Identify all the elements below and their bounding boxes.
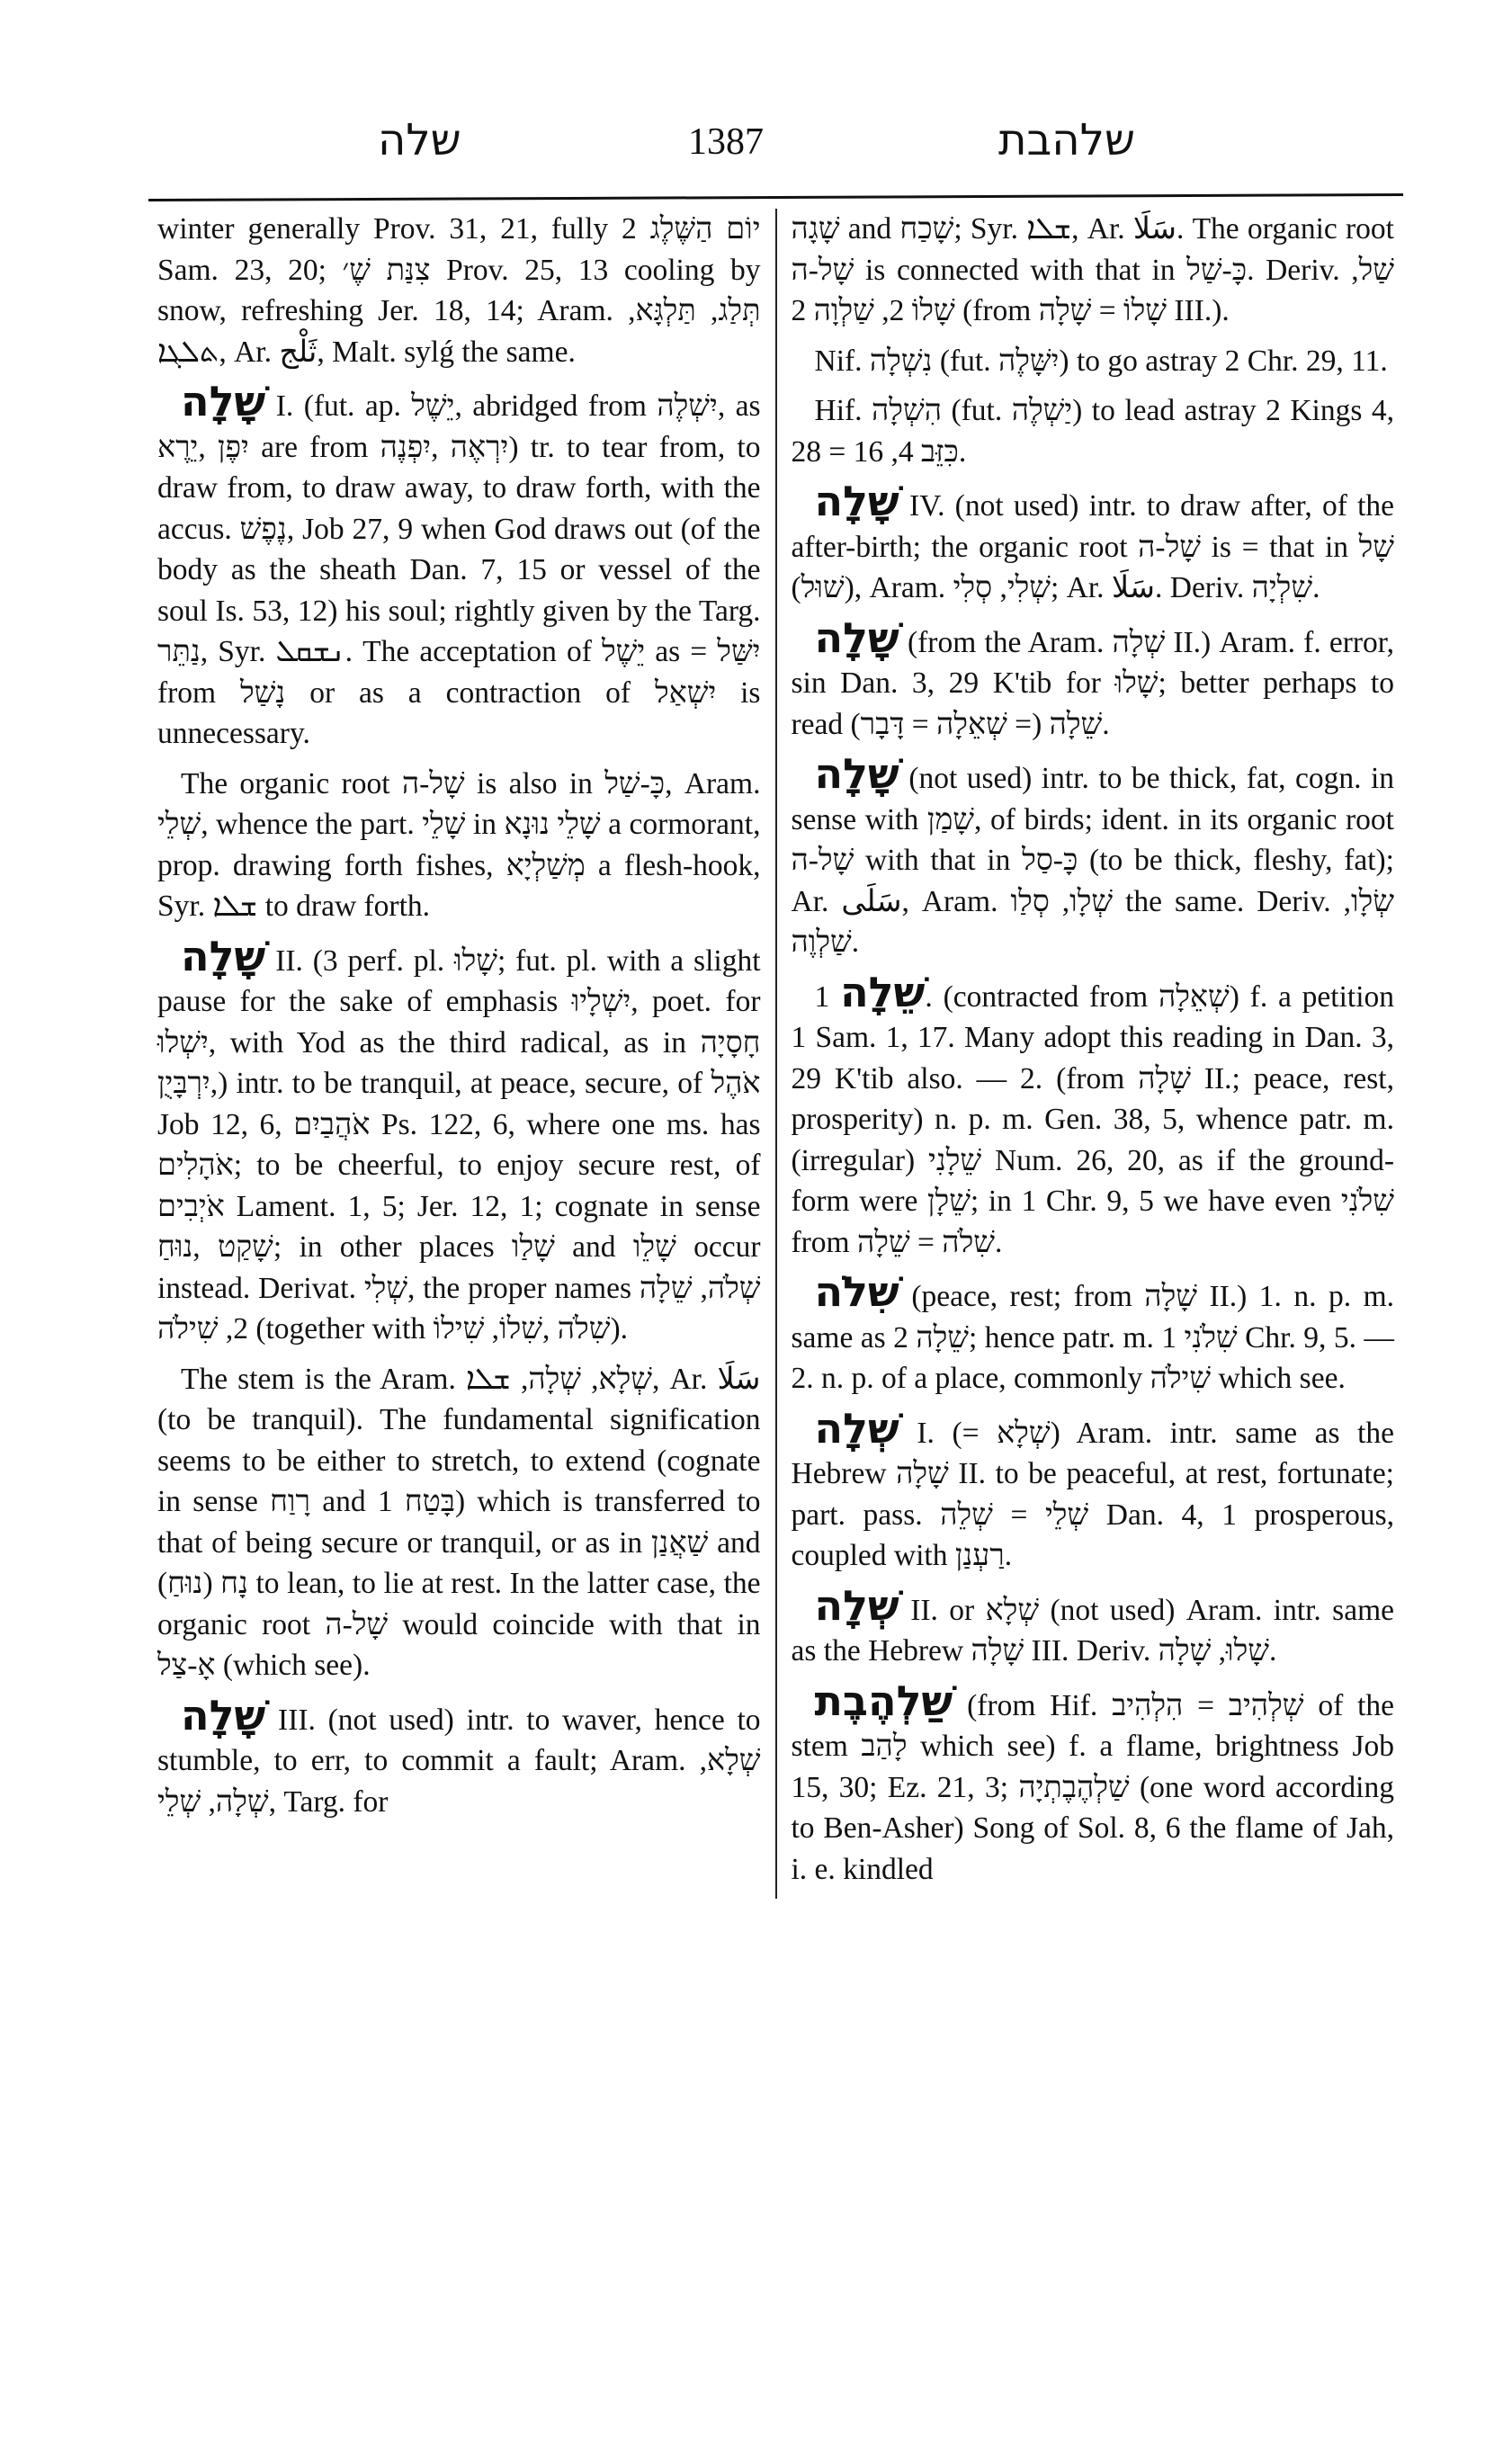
right-column	[775, 209, 1395, 1899]
entry-lemma: שָׁלָה	[181, 1690, 266, 1739]
entry-lemma: שִׁלֹה	[814, 1267, 899, 1316]
entry-lemma: שָׁלָה	[814, 749, 899, 798]
entry-shiloh-name	[791, 1267, 1395, 1399]
header-right-word: שלהבת	[998, 115, 1135, 165]
entry-lemma: שֵׁלָה	[840, 967, 926, 1016]
entry-lemma: שְׁלָה	[814, 1403, 899, 1453]
entry-lemma: שָׁלָה	[814, 477, 899, 525]
entry-text: The stem is the Aram. שְׁלָא, שְׁלָה, ܫܠܐ, Ar. سَلَا (to be tranquil). The fundamental signification seems to be either to stretch, to extend (cognate in sense רָוַח and בָּטַח 1) which is transferred to that of being secure or tranquil, or as in שַׁאֲנַן and נָח (נוּחַ) to lean, to lie at rest. In the latter case, the organic root שָׁל-ה would coincide with that in אָ-צַל (which see).	[157, 1362, 761, 1682]
entry-text: (from the Aram. שְׁלָה II.) Aram. f. error, sin Dan. 3, 29 K'tib for שָׁלוּ; better perhaps to read שֵׁלָה (= שְׁאֵלָה = דָּבָר).	[791, 625, 1394, 741]
entry-text: II. or שְׁלָא (not used) Aram. intr. same as the Hebrew שָׁלָה III. Deriv. שָׁלוּ, שָׁלָה.	[791, 1593, 1395, 1668]
entry-shelah-aram-II	[791, 1580, 1395, 1672]
entry-lemma: שָׁלָה	[181, 931, 266, 980]
entry-shalah-III	[157, 1690, 761, 1823]
entry-lemma: שָׁלָה	[814, 612, 899, 662]
left-column	[157, 209, 775, 1899]
entry-text: 1. (contracted from שְׁאֵלָה) f. a petition 1 Sam. 1, 17. Many adopt this reading in Dan. 3, 29 K'tib also. — 2. (from שָׁלָה II.; peace, rest, prosperity) n. p. m. Gen. 38, 5, whence patr. m. (irregular) שֵׁלָנִי Num. 26, 20, as if the ground-form were שֵׁלָן; in 1 Chr. 9, 5 we have even שִׁלֹנִי from שִׁלֹה = שֵׁלָה.	[791, 979, 1395, 1259]
entry-hif	[792, 390, 1395, 472]
entry-text: (peace, rest; from שָׁלָה II.) 1. n. p. m. same as שֵׁלָה 2; hence patr. m. שִׁלֹנִי 1 Chr. 9, 5. — 2. n. p. of a place, commonly שִׁילֹה which see.	[791, 1280, 1394, 1395]
entry-text: (not used) intr. to be thick, fat, cogn. in sense with שָׁמַן, of birds; ident. in its organic root שָׁל-ה with that in כָּ-סַל (to be thick, fleshy, fat); Ar. سَلَى, Aram. שְׁלָו, סְלַו the same. Deriv. שְׂלָו, שַׁלְוֶה.	[791, 762, 1395, 959]
entry-shalah-II	[157, 931, 761, 1350]
entry-text: Hif. הִשְׁלָה (fut. יַשְׁלֶה) to lead astray 2 Kings 4, 28 = כִּזֵּב 4, 16.	[791, 394, 1395, 469]
entry-text: winter generally Prov. 31, 21, fully יוֹם הַשֶּׁלֶג 2 Sam. 23, 20; צִנַּת שֶׁ׳ Prov. 25, 13 cooling by snow, refreshing Jer. 18, 14; Aram. תְּלַג, תַּלְגָּא, ܬܠܓܐ, Ar. ثَلْج, Malt. sylǵ the same.	[157, 212, 761, 369]
entry-shalah-IV	[791, 477, 1395, 609]
entry-text: (from Hif. שְׁלְהִיב = הִלְהִיב of the stem לָהַב which see) f. a flame, brightness Job 15, 30; Ez. 21, 3; שַׁלְהֶבֶתְיָה (one word according to Ben-Asher) Song of Sol. 8, 6 the flame of Jah, i. e. kindled	[791, 1688, 1394, 1886]
entry-lemma: שַׁלְהֶבֶת	[814, 1676, 953, 1725]
dictionary-page	[157, 108, 1395, 1886]
entry-shalah-I	[157, 377, 761, 755]
entry-continuation-snow	[157, 209, 761, 372]
entry-continuation-III	[792, 209, 1395, 332]
entry-nif	[792, 341, 1395, 382]
entry-text: II. (3 perf. pl. שָׁלוּ; fut. pl. with a slight pause for the sake of emphasis יִשְׁלָיוּ, poet. for יִשְׁלוּ, with Yod as the third radical, as in חָסָיָה ,יִרְבָּיֻן) intr. to be tranquil, at peace, secure, of אֹהֶל Job 12, 6, אֹהֲבַיִם Ps. 122, 6, where one ms. has אֹהָלִים; to be cheerful, to enjoy secure rest, of אֹיְבִים Lament. 1, 5; Jer. 12, 1; cognate in sense שָׁקַט ,נוּחַ; in other places שָׁלַו and שָׁלֵו occur instead. Derivat. שְׁלִי, the proper names שְׁלֹה, שֵׁלָה 2, שִׁילֹה (together with שִׁלֹה ,שִׁלוֹ, שִׁילוֹ).	[157, 943, 761, 1346]
two-column-body	[157, 209, 1394, 1899]
entry-text: III. (not used) intr. to waver, hence to stumble, to err, to commit a fault; Aram. שְׁלָא, שְׁלָה, שְׁלֵי, Targ. for	[157, 1703, 761, 1819]
entry-stem-aram	[157, 1359, 761, 1686]
entry-shalah-thick	[791, 749, 1395, 963]
running-head	[157, 108, 1394, 189]
entry-text: The organic root שָׁל-ה is also in כָּ-שַׁל, Aram. שְׁלֵי, whence the part. שָׁלֵי in שָׁלֵי נוּנָא a cormorant, prop. drawing forth fishes, מְשַׁלְיָא a flesh-hook, Syr. ܫܠܐ to draw forth.	[157, 766, 761, 923]
entry-shalhevet	[791, 1676, 1395, 1891]
entry-text: I. (fut. ap. יֵשֶׁל, abridged from יִשְׁלֶה, as יִפֶן ,יֵרֶא are from יִרְאֶה ,יִפְנֶה) tr. to tear from, to draw from, to draw away, to draw forth, with the accus. נֶפֶשׁ, Job 27, 9 when God draws out (of the body as the sheath Dan. 7, 15 or vessel of the soul Is. 53, 12) his soul; rightly given by the Targ. נַתֵּר, Syr. ܢܫܩܠ. The acceptation of יֵשֶׁל as = יִשַּׁל from נָשַׁל or as a contraction of יִשְׁאַל is unnecessary.	[157, 389, 761, 750]
header-rule	[148, 193, 1403, 201]
entry-text: I. (= שְׁלָא) Aram. intr. same as the Hebrew שָׁלָה II. to be peaceful, at rest, fortunate; part. pass. שְׁלֵי = שְׁלֵה Dan. 4, 1 prosperous, coupled with רַעְנַן.	[791, 1416, 1395, 1572]
entry-shalah-aram-error	[791, 612, 1395, 746]
entry-text: שָׁגָה and שָׁכַח; Syr. ܫܠܐ, Ar. سَلَا. The organic root שָׁל-ה is connected with that in כָּ-שַׁל. Deriv. שַׁל, שָׁלוֹ 2, שַׁלְוָה 2 (from שָׁלוֹ = שָׁלָה III.).	[791, 212, 1394, 327]
entry-text: Nif. נִשְׁלָה (fut. יִשָּׁלֶה) to go astray 2 Chr. 29, 11.	[814, 344, 1388, 378]
entry-organic-root	[157, 764, 761, 927]
entry-text: IV. (not used) intr. to draw after, of the after-birth; the organic root שָׁל-ה is = that in שָׁל (שׁוּל), Aram. שְׁלִי, סְלִי; Ar. سَلَا. Deriv. שִׁלְיָה.	[791, 489, 1395, 604]
page-number: 1387	[688, 121, 764, 163]
entry-shelah-aram-I	[791, 1403, 1395, 1577]
header-left-word: שלה	[378, 115, 461, 165]
entry-lemma: שְׁלָה	[814, 1580, 899, 1630]
entry-shelah-petition	[791, 967, 1395, 1264]
entry-lemma: שָׁלָה	[181, 377, 266, 425]
